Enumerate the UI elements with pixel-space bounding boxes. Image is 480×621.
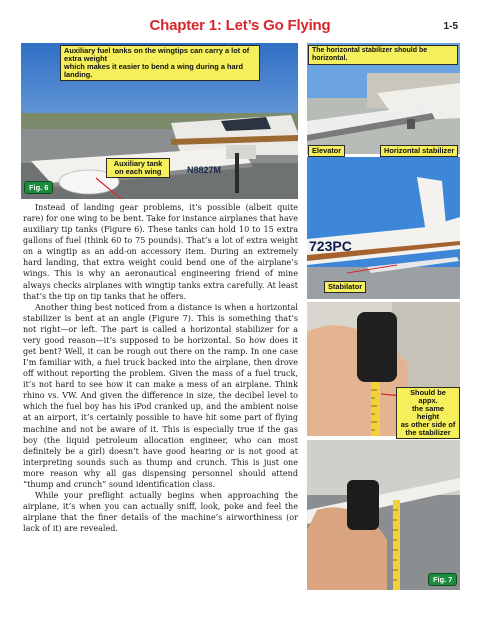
figure-6-caption: [60, 45, 260, 81]
stabilator-label: Stabilator: [324, 281, 366, 293]
partial-tail-number: 723PC: [309, 238, 352, 254]
figure-7-badge: Fig. 7: [428, 573, 457, 586]
auxiliary-tank-label-line-2: on each wing: [114, 167, 162, 176]
elevator-label: Elevator: [308, 145, 345, 157]
height-note-line-2: the same height: [411, 404, 445, 421]
height-note-line-4: the stabilizer: [405, 428, 451, 437]
figure-6-caption-line-1: Auxiliary fuel tanks on the wingtips can carry a lot of extra weight: [64, 46, 250, 63]
figure-7-caption: The horizontal stabilizer should be horizontal.: [308, 45, 458, 65]
auxiliary-tank-label-line-1: Auxiliary tank: [113, 159, 163, 168]
figure-6-badge: Fig. 6: [24, 181, 53, 194]
height-note-line-3: as other side of: [400, 420, 456, 429]
figure-7-bottom-photo: [307, 440, 460, 590]
body-text: [23, 202, 298, 534]
tail-stabilator-image: [307, 157, 460, 299]
page-number: 1-5: [443, 21, 458, 32]
height-note-line-1: Should be appx.: [410, 388, 446, 405]
paragraph-3: While your preflight actually begins when approaching the airplane, it’s when you can actually sniff, look, poke and feel the airplane that the finer details of the machine’s airworthiness (or lack of it) are revealed.: [23, 491, 298, 534]
figure-7-middle-photo: [307, 157, 460, 299]
horizontal-stabilizer-label: Horizontal stabilizer: [380, 145, 458, 157]
stabilizer-measurement-image: [307, 440, 460, 590]
paragraph-1: Instead of landing gear problems, it’s possible (albeit quite rare) for one wing to be bent. Take for instance airplanes that have auxiliary tip tanks (Figure 6). These tanks can hold 10 to 15 extra gallons of fuel (think 60 to 75 pounds). That’s a lot of extra weight on a wingtip as an add-on accessory item. During an extremely hard landing, that extra weight could bend one of the airplane’s wings. This is why an aeronautical engineering friend of mine always checks airplanes with wingtip tanks extra carefully. At least that’s the tip on tip tanks that he offers.: [23, 203, 298, 301]
figure-6-caption-line-2: which makes it easier to bend a wing during a hard landing.: [64, 62, 244, 79]
tail-number: N8827M: [187, 165, 222, 175]
height-note: [396, 387, 460, 439]
paragraph-2: Another thing best noticed from a distance is when a horizontal stabilizer is bent at an angle (Figure 7). This is something that’s not right—or left. The part is called a horizontal stabilizer for a very good reason—it’s supposed to be horizontal. So how does it get bent? Well, it can be rough out there on the ramp. In one case I’m familiar with, a fuel truck backed into the airplane, then drove off without reporting the problem. Given the mass of a fuel truck, it’s not hard to see how it can make a mess of an airplane. Think rhino vs. VW. And given the difference in size, the decibel level to which the fuel boy has his iPod cranked up, and the ambient noise at an airport, it’s certainly possible to have hit some part of flying machine and not be aware of it. This is especially true if the gas boy (the liquid petroleum allocation engineer, who can most definitely be a girl) doesn’t have good hearing or is not good at interpreting sounds such as thump and crunch. This is just one more reason why all gas dispensing personnel should attend “thump and crunch” sound identification class.: [23, 302, 298, 489]
auxiliary-tank-label: [106, 158, 170, 178]
chapter-title: Chapter 1: Let’s Go Flying: [149, 17, 331, 34]
